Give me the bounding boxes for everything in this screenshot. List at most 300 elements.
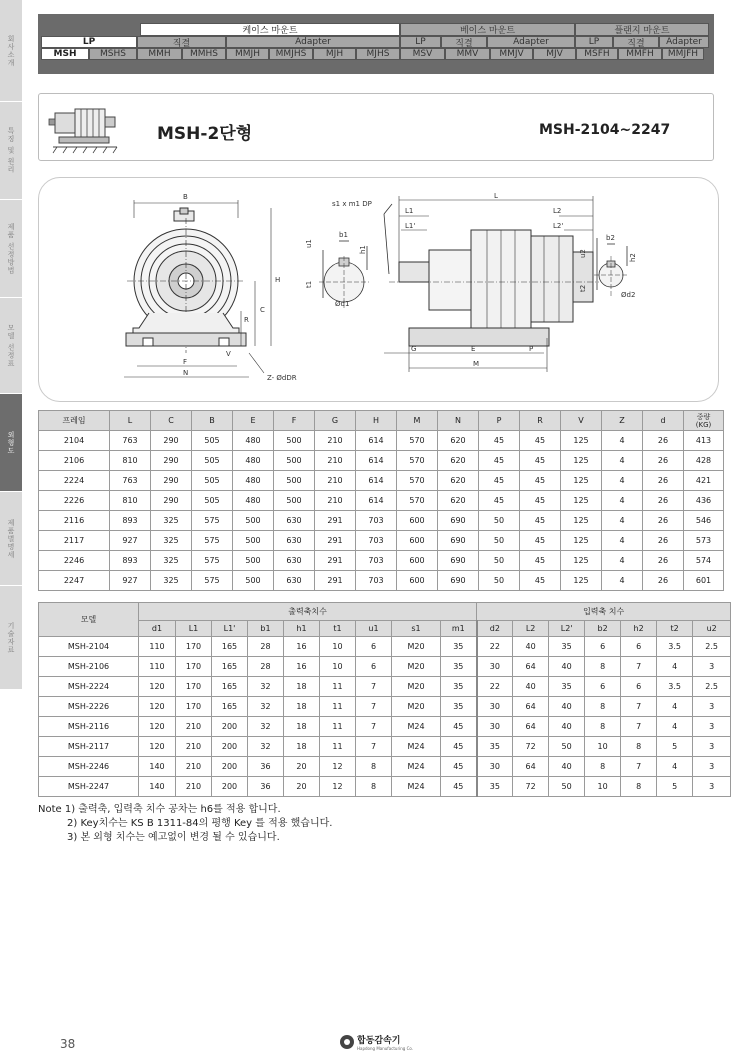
sub-header-cell: h1 xyxy=(284,621,320,637)
table-cell: 200 xyxy=(212,777,248,797)
table-cell: 3 xyxy=(693,757,731,777)
table-cell: 40 xyxy=(513,677,549,697)
side-view xyxy=(389,230,599,346)
table-cell: 3.5 xyxy=(657,637,693,657)
table-cell: 2106 xyxy=(39,451,110,471)
table-cell: 26 xyxy=(643,531,684,551)
header-R: R xyxy=(520,411,561,431)
company-name: 합동감속기 xyxy=(357,1036,401,1046)
table-cell: 50 xyxy=(479,551,520,571)
table-cell: 170 xyxy=(176,657,212,677)
table-cell: 630 xyxy=(274,531,315,551)
table-cell: 703 xyxy=(356,511,397,531)
side-tab-dimensions[interactable]: 외형도 xyxy=(0,394,22,492)
table-cell: 120 xyxy=(139,737,176,757)
table-cell: 3 xyxy=(693,697,731,717)
table-cell: MSH-2106 xyxy=(39,657,139,677)
table-cell: 436 xyxy=(684,491,724,511)
table-row xyxy=(39,551,724,571)
table-cell: 200 xyxy=(212,717,248,737)
table-row xyxy=(39,511,724,531)
table-cell: 614 xyxy=(356,491,397,511)
table-cell: 120 xyxy=(139,697,176,717)
selector-mjh[interactable]: MJH xyxy=(313,48,356,60)
table-cell: 45 xyxy=(441,757,477,777)
table-cell: MSH-2226 xyxy=(39,697,139,717)
table-cell: 18 xyxy=(284,677,320,697)
table-cell: 8 xyxy=(356,777,392,797)
table-cell: 210 xyxy=(315,431,356,451)
table-cell: 4 xyxy=(602,571,643,591)
table-cell: 11 xyxy=(320,737,356,757)
side-tab-specs[interactable]: 제품별명세 xyxy=(0,492,22,586)
side-tab-company[interactable]: 회사소개 xyxy=(0,0,22,102)
table-cell: 170 xyxy=(176,697,212,717)
selector-lp-base[interactable]: LP xyxy=(400,36,441,48)
table-cell: 325 xyxy=(151,531,192,551)
table-cell: 32 xyxy=(248,717,284,737)
selector-mmjh[interactable]: MMJH xyxy=(226,48,269,60)
table-cell: 500 xyxy=(274,471,315,491)
table-cell: 500 xyxy=(274,491,315,511)
notes xyxy=(38,803,332,845)
table-cell: 8 xyxy=(621,777,657,797)
table-cell: 690 xyxy=(438,551,479,571)
selector-mshs[interactable]: MSHS xyxy=(89,48,137,60)
table-cell: 45 xyxy=(441,737,477,757)
selector-adapter-case[interactable]: Adapter xyxy=(226,36,400,48)
selector-case-mount[interactable]: 케이스 마운트 xyxy=(140,23,400,36)
table-cell: 50 xyxy=(479,531,520,551)
table-cell: 290 xyxy=(151,431,192,451)
table-cell: 291 xyxy=(315,571,356,591)
table-row xyxy=(39,657,731,677)
table-cell: 2246 xyxy=(39,551,110,571)
table-cell: 3.5 xyxy=(657,677,693,697)
table-cell: 35 xyxy=(549,677,585,697)
table-cell: 50 xyxy=(549,777,585,797)
table-cell: 16 xyxy=(284,657,320,677)
sub-header-cell: h2 xyxy=(621,621,657,637)
table-cell: 26 xyxy=(643,451,684,471)
label-d2: Ød2 xyxy=(621,291,636,299)
sub-header-cell: u2 xyxy=(693,621,731,637)
header-output-shaft: 출력축치수 xyxy=(139,603,477,621)
table-cell: 2224 xyxy=(39,471,110,491)
shaft-table-group-header xyxy=(39,603,731,621)
table-cell: 30 xyxy=(477,697,513,717)
selector-direct-case[interactable]: 직결 xyxy=(137,36,226,48)
table-cell: 210 xyxy=(176,757,212,777)
table-cell: 11 xyxy=(320,677,356,697)
label-s1: s1 x m1 DP xyxy=(332,200,372,208)
label-L1p: L1' xyxy=(405,222,416,230)
selector-lp-case[interactable]: LP xyxy=(41,36,137,48)
table-cell: 630 xyxy=(274,551,315,571)
label-u2: u2 xyxy=(579,249,587,258)
table-cell: 570 xyxy=(397,431,438,451)
table-cell: 35 xyxy=(441,657,477,677)
table-cell: 8 xyxy=(621,737,657,757)
table-cell: 8 xyxy=(356,757,392,777)
table-cell: 7 xyxy=(621,757,657,777)
table-cell: 11 xyxy=(320,697,356,717)
table-cell: 125 xyxy=(561,451,602,471)
label-b1: b1 xyxy=(339,231,348,239)
table-cell: 291 xyxy=(315,531,356,551)
header-P: P xyxy=(479,411,520,431)
table-cell: 45 xyxy=(520,431,561,451)
frame-table-header xyxy=(39,411,724,431)
table-cell: 125 xyxy=(561,471,602,491)
selector-mmjfh[interactable]: MMJFH xyxy=(662,48,704,60)
table-cell: 290 xyxy=(151,471,192,491)
table-cell: 45 xyxy=(520,451,561,471)
header-C: C xyxy=(151,411,192,431)
selector-mmjv[interactable]: MMJV xyxy=(490,48,533,60)
table-cell: 3 xyxy=(693,717,731,737)
table-cell: 570 xyxy=(397,451,438,471)
table-cell: 927 xyxy=(110,571,151,591)
table-cell: 26 xyxy=(643,551,684,571)
table-cell: 7 xyxy=(356,697,392,717)
table-cell: 45 xyxy=(479,431,520,451)
table-cell: 6 xyxy=(621,637,657,657)
table-cell: 600 xyxy=(397,511,438,531)
table-cell: 12 xyxy=(320,757,356,777)
table-cell: 601 xyxy=(684,571,724,591)
table-cell: 125 xyxy=(561,551,602,571)
title-card xyxy=(38,93,714,161)
table-row xyxy=(39,471,724,491)
table-row xyxy=(39,737,731,757)
label-L1: L1 xyxy=(405,207,414,215)
table-cell: 36 xyxy=(248,757,284,777)
selector-mmv[interactable]: MMV xyxy=(445,48,490,60)
table-cell: 763 xyxy=(110,431,151,451)
header-d: d xyxy=(643,411,684,431)
table-cell: MSH-2117 xyxy=(39,737,139,757)
table-cell: 40 xyxy=(549,717,585,737)
table-cell: 210 xyxy=(315,451,356,471)
table-cell: 72 xyxy=(513,737,549,757)
table-cell: 125 xyxy=(561,491,602,511)
table-cell: 480 xyxy=(233,471,274,491)
label-F: F xyxy=(183,358,188,366)
table-cell: 36 xyxy=(248,777,284,797)
table-cell: 125 xyxy=(561,511,602,531)
table-cell: 20 xyxy=(284,757,320,777)
table-cell: 570 xyxy=(397,471,438,491)
table-cell: 4 xyxy=(657,757,693,777)
dimension-drawing-svg xyxy=(39,178,720,403)
selector-mmfh[interactable]: MMFH xyxy=(618,48,662,60)
label-G: G xyxy=(411,345,417,353)
table-cell: 570 xyxy=(397,491,438,511)
header-model: 모델 xyxy=(39,603,139,637)
selector-mmh[interactable]: MMH xyxy=(137,48,182,60)
table-cell: 574 xyxy=(684,551,724,571)
table-cell: 5 xyxy=(657,777,693,797)
table-cell: 575 xyxy=(192,551,233,571)
table-cell: 140 xyxy=(139,777,176,797)
header-B: B xyxy=(192,411,233,431)
table-cell: 4 xyxy=(602,431,643,451)
table-cell: 210 xyxy=(176,777,212,797)
table-cell: 290 xyxy=(151,491,192,511)
table-row xyxy=(39,451,724,471)
table-cell: 325 xyxy=(151,551,192,571)
table-cell: 620 xyxy=(438,431,479,451)
table-row xyxy=(39,431,724,451)
table-cell: 703 xyxy=(356,551,397,571)
company-name-en: Hapdong Manufacturing Co. xyxy=(357,1046,414,1051)
header-H: H xyxy=(356,411,397,431)
side-tab-nav xyxy=(0,0,22,690)
sub-header-cell: b2 xyxy=(585,621,621,637)
table-cell: 480 xyxy=(233,451,274,471)
table-row xyxy=(39,571,724,591)
table-cell: 165 xyxy=(212,637,248,657)
table-cell: 64 xyxy=(513,757,549,777)
table-cell: 2.5 xyxy=(693,677,731,697)
table-cell: 170 xyxy=(176,637,212,657)
table-cell: 170 xyxy=(176,677,212,697)
label-P: P xyxy=(529,345,534,353)
table-cell: 614 xyxy=(356,431,397,451)
table-cell: 690 xyxy=(438,531,479,551)
table-cell: 35 xyxy=(477,737,513,757)
note-1: Note 1) 출력축, 입력축 치수 공차는 h6를 적용 합니다. xyxy=(38,804,281,815)
table-cell: 500 xyxy=(233,511,274,531)
dimension-drawing xyxy=(38,177,719,402)
table-cell: 614 xyxy=(356,471,397,491)
sub-header-cell: m1 xyxy=(441,621,477,637)
table-cell: 35 xyxy=(477,777,513,797)
selector-mmjhs[interactable]: MMJHS xyxy=(269,48,313,60)
table-cell: M20 xyxy=(392,657,441,677)
sub-header-cell: b1 xyxy=(248,621,284,637)
table-cell: 6 xyxy=(585,637,621,657)
table-cell: 200 xyxy=(212,757,248,777)
sub-header-cell: t1 xyxy=(320,621,356,637)
table-cell: 22 xyxy=(477,677,513,697)
table-row xyxy=(39,531,724,551)
table-cell: M24 xyxy=(392,737,441,757)
table-cell: 573 xyxy=(684,531,724,551)
table-cell: 7 xyxy=(621,717,657,737)
table-cell: 45 xyxy=(441,717,477,737)
table-cell: 210 xyxy=(315,491,356,511)
table-cell: 810 xyxy=(110,451,151,471)
table-cell: 18 xyxy=(284,717,320,737)
header-N: N xyxy=(438,411,479,431)
table-cell: 64 xyxy=(513,717,549,737)
table-cell: 32 xyxy=(248,677,284,697)
selector-msfh[interactable]: MSFH xyxy=(576,48,618,60)
table-cell: 4 xyxy=(657,657,693,677)
table-cell: 500 xyxy=(233,531,274,551)
note-2: 2) Key치수는 KS B 1311-84의 평행 Key 를 적용 했습니다. xyxy=(67,818,333,829)
table-cell: 45 xyxy=(479,471,520,491)
table-cell: 26 xyxy=(643,431,684,451)
label-u1: u1 xyxy=(305,239,313,248)
selector-base-mount[interactable]: 베이스 마운트 xyxy=(400,23,575,36)
table-cell: 8 xyxy=(585,657,621,677)
page-title: MSH-2단형 xyxy=(157,124,253,144)
table-cell: MSH-2116 xyxy=(39,717,139,737)
table-cell: M24 xyxy=(392,777,441,797)
table-cell: 7 xyxy=(356,677,392,697)
sub-header-cell: L1 xyxy=(176,621,212,637)
table-cell: 575 xyxy=(192,511,233,531)
selector-adapter-flange[interactable]: Adapter xyxy=(659,36,709,48)
label-C: C xyxy=(260,306,265,314)
header-G: G xyxy=(315,411,356,431)
table-cell: 690 xyxy=(438,511,479,531)
table-cell: 2.5 xyxy=(693,637,731,657)
table-cell: 18 xyxy=(284,737,320,757)
table-cell: 40 xyxy=(549,757,585,777)
table-row xyxy=(39,677,731,697)
table-cell: 421 xyxy=(684,471,724,491)
shaft-table-sub-header xyxy=(39,621,731,637)
sub-header-cell: s1 xyxy=(392,621,441,637)
table-cell: 165 xyxy=(212,677,248,697)
table-cell: 125 xyxy=(561,531,602,551)
table-cell: 4 xyxy=(602,531,643,551)
table-row xyxy=(39,717,731,737)
table-cell: 703 xyxy=(356,531,397,551)
label-L2: L2 xyxy=(553,207,562,215)
table-cell: M24 xyxy=(392,757,441,777)
table-cell: 505 xyxy=(192,471,233,491)
table-cell: 10 xyxy=(320,637,356,657)
selector-mmhs[interactable]: MMHS xyxy=(182,48,226,60)
table-cell: 45 xyxy=(441,777,477,797)
label-L2p: L2' xyxy=(553,222,564,230)
table-cell: 40 xyxy=(549,657,585,677)
side-tab-model-table[interactable]: 모델 선정표 xyxy=(0,298,22,394)
sub-header-cell: L2 xyxy=(513,621,549,637)
table-cell: 703 xyxy=(356,571,397,591)
table-cell: 2226 xyxy=(39,491,110,511)
selector-mjv[interactable]: MJV xyxy=(533,48,576,60)
selector-msv[interactable]: MSV xyxy=(400,48,445,60)
table-cell: 120 xyxy=(139,717,176,737)
table-cell: 11 xyxy=(320,717,356,737)
table-cell: 210 xyxy=(176,737,212,757)
table-cell: 18 xyxy=(284,697,320,717)
table-cell: 2247 xyxy=(39,571,110,591)
table-cell: 893 xyxy=(110,551,151,571)
label-N: N xyxy=(183,369,189,377)
output-shaft-detail xyxy=(319,204,392,308)
sub-header-cell: u1 xyxy=(356,621,392,637)
table-cell: 210 xyxy=(315,471,356,491)
label-L: L xyxy=(494,192,498,200)
label-B: B xyxy=(183,193,188,201)
selector-direct-base[interactable]: 직결 xyxy=(441,36,487,48)
table-cell: 690 xyxy=(438,571,479,591)
label-h2: h2 xyxy=(629,253,637,262)
table-cell: 4 xyxy=(602,511,643,531)
table-cell: 45 xyxy=(520,531,561,551)
page-number: 38 xyxy=(60,1037,76,1051)
table-cell: 40 xyxy=(549,697,585,717)
table-cell: 480 xyxy=(233,431,274,451)
table-cell: 7 xyxy=(621,697,657,717)
table-cell: 12 xyxy=(320,777,356,797)
side-tab-technical[interactable]: 기술자료 xyxy=(0,586,22,690)
table-cell: 630 xyxy=(274,511,315,531)
table-cell: 165 xyxy=(212,657,248,677)
selector-adapter-base[interactable]: Adapter xyxy=(487,36,575,48)
table-cell: 45 xyxy=(479,451,520,471)
table-cell: 600 xyxy=(397,531,438,551)
table-cell: 620 xyxy=(438,451,479,471)
frame-dimension-table xyxy=(38,410,724,591)
table-cell: 165 xyxy=(212,697,248,717)
label-t1: t1 xyxy=(305,280,313,288)
table-cell: 210 xyxy=(176,717,212,737)
selector-direct-flange[interactable]: 직결 xyxy=(613,36,659,48)
table-cell: 45 xyxy=(520,491,561,511)
table-cell: 45 xyxy=(520,551,561,571)
table-cell: 10 xyxy=(320,657,356,677)
table-cell: 8 xyxy=(585,697,621,717)
table-row xyxy=(39,697,731,717)
selector-mjhs[interactable]: MJHS xyxy=(356,48,400,60)
table-cell: 26 xyxy=(643,491,684,511)
table-cell: 600 xyxy=(397,551,438,571)
table-cell: 110 xyxy=(139,637,176,657)
table-cell: M20 xyxy=(392,697,441,717)
table-cell: 8 xyxy=(585,717,621,737)
label-zdr: Z- ØdDR xyxy=(267,374,297,382)
table-cell: 10 xyxy=(585,777,621,797)
table-cell: 500 xyxy=(233,551,274,571)
selector-msh[interactable]: MSH xyxy=(41,48,89,60)
table-cell: 505 xyxy=(192,491,233,511)
table-row xyxy=(39,757,731,777)
table-cell: 2104 xyxy=(39,431,110,451)
table-cell: 810 xyxy=(110,491,151,511)
table-cell: 428 xyxy=(684,451,724,471)
table-cell: 45 xyxy=(479,491,520,511)
side-tab-selection[interactable]: 제품 선정방법 xyxy=(0,200,22,298)
table-cell: 893 xyxy=(110,511,151,531)
selector-lp-flange[interactable]: LP xyxy=(575,36,613,48)
table-cell: 7 xyxy=(356,737,392,757)
table-cell: M20 xyxy=(392,677,441,697)
table-row xyxy=(39,777,731,797)
table-cell: 3 xyxy=(693,737,731,757)
label-t2: t2 xyxy=(579,284,587,292)
table-cell: 50 xyxy=(479,571,520,591)
side-tab-features[interactable]: 특징 및 원리 xyxy=(0,102,22,200)
table-cell: 110 xyxy=(139,657,176,677)
table-cell: 6 xyxy=(356,637,392,657)
table-cell: 500 xyxy=(233,571,274,591)
table-cell: 505 xyxy=(192,431,233,451)
table-cell: 7 xyxy=(356,717,392,737)
table-cell: 35 xyxy=(441,697,477,717)
table-cell: 4 xyxy=(602,491,643,511)
table-cell: 72 xyxy=(513,777,549,797)
table-cell: 927 xyxy=(110,531,151,551)
selector-flange-mount[interactable]: 플랜지 마운트 xyxy=(575,23,709,36)
